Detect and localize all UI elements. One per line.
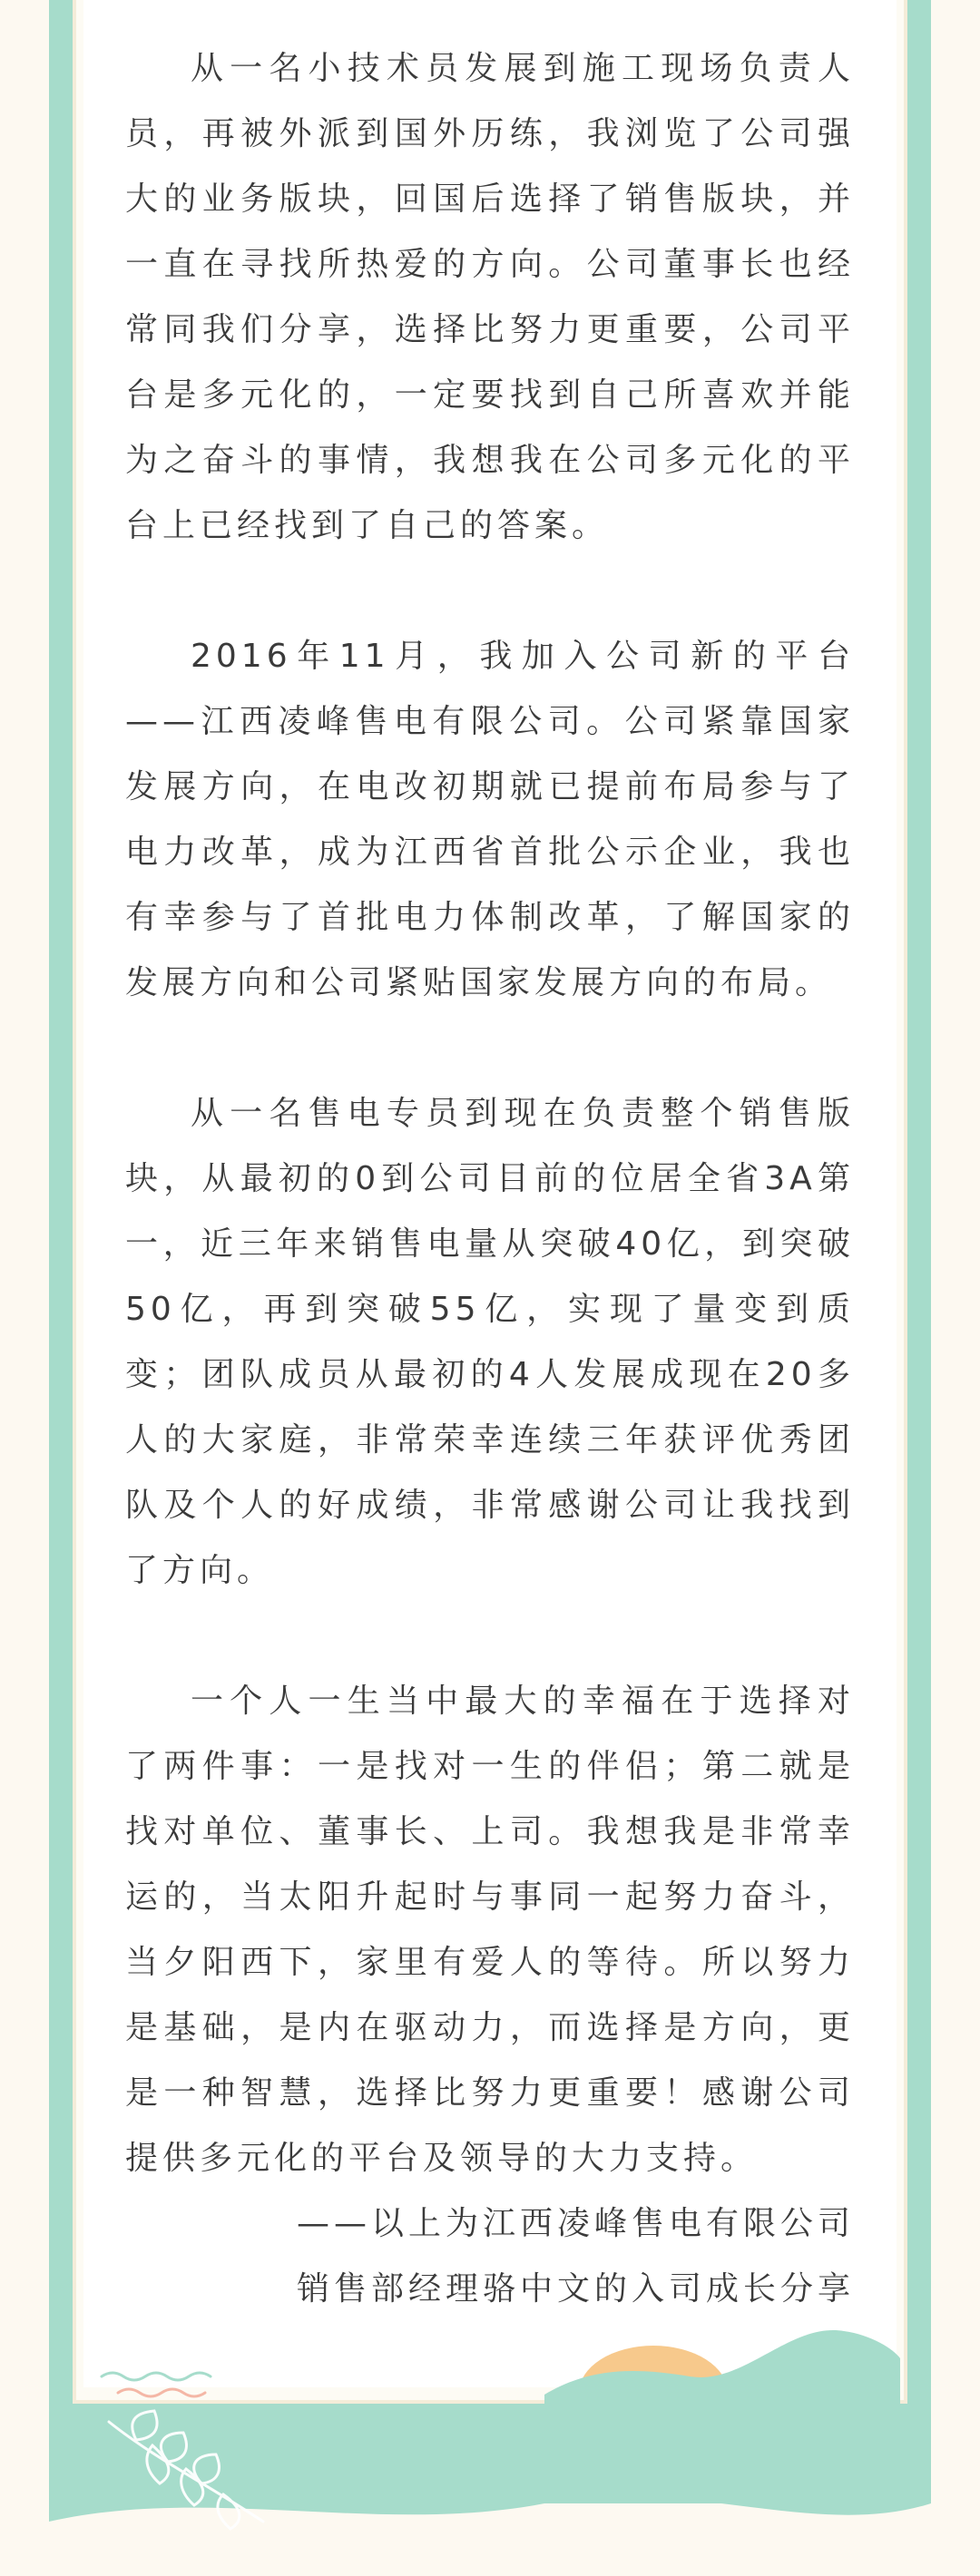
article-body — [125, 36, 855, 2322]
signature-line-2: 销售部经理骆中文的入司成长分享 — [296, 2270, 855, 2308]
paragraph-3: 从一名售电专员到现在负责整个销售版块，从最初的0到公司目前的位居全省3A第一，近三年来销售电量从突破40亿，到突破50亿，再到突破55亿，实现了量变到质变；团队成员从最初的4人发展成现在20多人的大家庭，非常荣幸连续三年获评优秀团队及个人的好成绩，非常感谢公司让我找到了方向。 — [125, 1095, 855, 1589]
paragraph-2: 2016年11月，我加入公司新的平台——江西凌峰售电有限公司。公司紧靠国家发展方向，在电改初期就已提前布局参与了电力改革，成为江西省首批公示企业，我也有幸参与了首批电力体制改革，了解国家的发展方向和公司紧贴国家发展方向的布局。 — [125, 638, 855, 1001]
decorative-scene — [0, 2268, 980, 2576]
paragraph-4: 一个人一生当中最大的幸福在于选择对了两件事：一是找对一生的伴侣；第二就是找对单位、董事长、上司。我想我是非常幸运的，当太阳升起时与事同一起努力奋斗，当夕阳西下，家里有爱人的等待。所以努力是基础，是内在驱动力，而选择是方向，更是一种智慧，选择比努力更重要！感谢公司提供多元化的平台及领导的大力支持。 — [125, 1683, 855, 2177]
signature-line-1: ——以上为江西凌峰售电有限公司 — [296, 2205, 855, 2242]
paragraph-1: 从一名小技术员发展到施工现场负责人员，再被外派到国外历练，我浏览了公司强大的业务版块，回国后选择了销售版块，并一直在寻找所热爱的方向。公司董事长也经常同我们分享，选择比努力更重要，公司平台是多元化的，一定要找到自己所喜欢并能为之奋斗的事情，我想我在公司多元化的平台上已经找到了自己的答案。 — [125, 50, 855, 544]
cream-ground — [0, 2511, 980, 2576]
frame-bottom-wave — [49, 2404, 931, 2522]
